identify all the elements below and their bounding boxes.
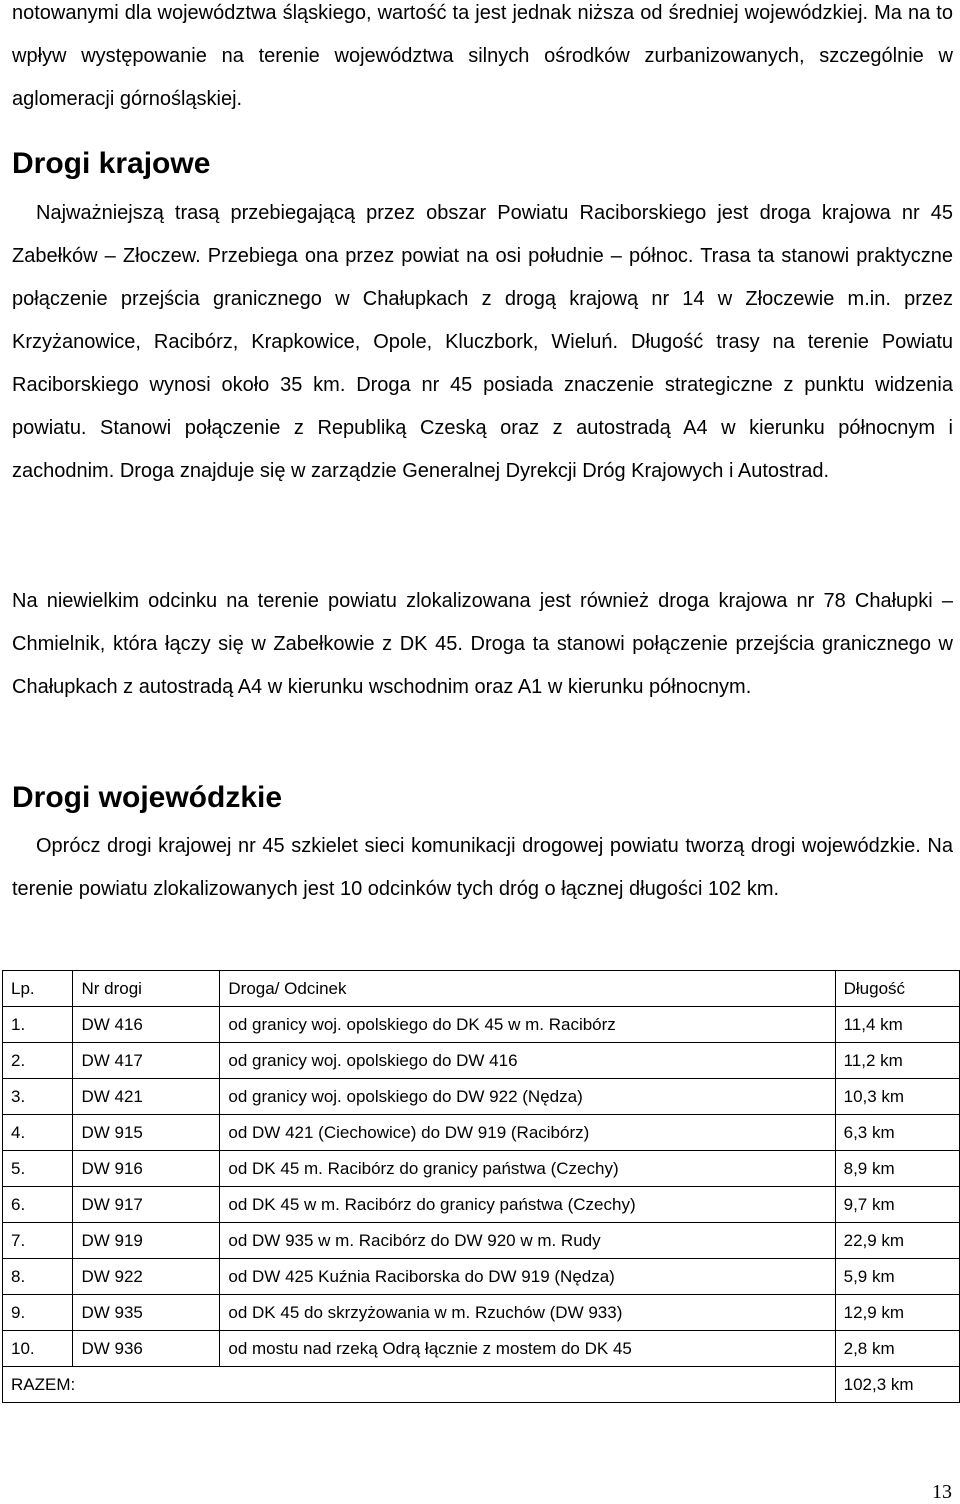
cell-nr-drogi: DW 416 [73,1007,220,1043]
table-row [3,1223,960,1259]
cell-nr-drogi: DW 917 [73,1187,220,1223]
cell-droga-odcinek: od DK 45 w m. Racibórz do granicy państwa (Czechy) [220,1187,835,1223]
cell-dlugosc: 12,9 km [835,1295,959,1331]
table-row [3,1043,960,1079]
cell-droga-odcinek: od DK 45 m. Racibórz do granicy państwa (Czechy) [220,1151,835,1187]
intro-paragraph: notowanymi dla województwa śląskiego, wartość ta jest jednak niższa od średniej wojewódzkiej. Ma na to wpływ występowanie na terenie województwa silnych ośrodków zurbanizowanych, szczególnie w aglomeracji górnośląskiej. [12,2,953,110]
cell-droga-odcinek: od granicy woj. opolskiego do DW 416 [220,1043,835,1079]
cell-nr-drogi: DW 421 [73,1079,220,1115]
cell-dlugosc: 6,3 km [835,1115,959,1151]
cell-lp: 6. [3,1187,73,1223]
table-row [3,1295,960,1331]
cell-dlugosc: 5,9 km [835,1259,959,1295]
cell-nr-drogi: DW 915 [73,1115,220,1151]
cell-nr-drogi: DW 417 [73,1043,220,1079]
cell-lp: 5. [3,1151,73,1187]
cell-nr-drogi: DW 922 [73,1259,220,1295]
cell-droga-odcinek: od mostu nad rzeką Odrą łącznie z mostem do DK 45 [220,1331,835,1367]
cell-lp: 10. [3,1331,73,1367]
table-row [3,1187,960,1223]
cell-lp: 1. [3,1007,73,1043]
table-row [3,1115,960,1151]
cell-dlugosc: 8,9 km [835,1151,959,1187]
cell-lp: 8. [3,1259,73,1295]
total-value: 102,3 km [835,1367,959,1403]
cell-droga-odcinek: od DW 425 Kuźnia Raciborska do DW 919 (Nędza) [220,1259,835,1295]
cell-lp: 4. [3,1115,73,1151]
cell-dlugosc: 9,7 km [835,1187,959,1223]
cell-lp: 7. [3,1223,73,1259]
header-nr-drogi: Nr drogi [73,971,220,1007]
cell-droga-odcinek: od granicy woj. opolskiego do DK 45 w m. Racibórz [220,1007,835,1043]
cell-nr-drogi: DW 936 [73,1331,220,1367]
cell-droga-odcinek: od DW 935 w m. Racibórz do DW 920 w m. Rudy [220,1223,835,1259]
table-row [3,1079,960,1115]
heading-drogi-wojewodzkie: Drogi wojewódzkie [12,781,283,814]
heading-drogi-krajowe: Drogi krajowe [12,147,211,180]
cell-nr-drogi: DW 919 [73,1223,220,1259]
cell-nr-drogi: DW 935 [73,1295,220,1331]
cell-lp: 9. [3,1295,73,1331]
table-row [3,1259,960,1295]
total-label: RAZEM: [3,1367,836,1403]
paragraph-drogi-krajowe-1: Najważniejszą trasą przebiegającą przez obszar Powiatu Raciborskiego jest droga krajowa nr 45 Zabełków – Złoczew. Przebiega ona przez powiat na osi południe – północ. Trasa ta stanowi praktyczne połączenie przejścia granicznego w Chałupkach z drogą krajową nr 14 w Złoczewie m.in. przez Krzyżanowice, Racibórz, Krapkowice, Opole, Kluczbork, Wieluń. Długość trasy na terenie Powiatu Raciborskiego wynosi około 35 km. Droga nr 45 posiada znaczenie strategiczne z punktu widzenia powiatu. Stanowi połączenie z Republiką Czeską oraz z autostradą A4 w kierunku północnym i zachodnim. Droga znajduje się w zarządzie Generalnej Dyrekcji Dróg Krajowych i Autostrad. [12,202,953,482]
table-total-row [3,1367,960,1403]
roads-table [2,970,960,1403]
cell-dlugosc: 10,3 km [835,1079,959,1115]
header-dlugosc: Długość [835,971,959,1007]
table-row [3,1331,960,1367]
cell-dlugosc: 11,4 km [835,1007,959,1043]
cell-droga-odcinek: od DW 421 (Ciechowice) do DW 919 (Racibórz) [220,1115,835,1151]
cell-droga-odcinek: od DK 45 do skrzyżowania w m. Rzuchów (DW 933) [220,1295,835,1331]
cell-droga-odcinek: od granicy woj. opolskiego do DW 922 (Nędza) [220,1079,835,1115]
table-header-row [3,971,960,1007]
cell-lp: 3. [3,1079,73,1115]
cell-dlugosc: 22,9 km [835,1223,959,1259]
page-number: 13 [932,1481,952,1503]
cell-lp: 2. [3,1043,73,1079]
table-row [3,1007,960,1043]
header-droga-odcinek: Droga/ Odcinek [220,971,835,1007]
header-lp: Lp. [3,971,73,1007]
cell-dlugosc: 2,8 km [835,1331,959,1367]
paragraph-drogi-krajowe-2: Na niewielkim odcinku na terenie powiatu zlokalizowana jest również droga krajowa nr 78 Chałupki – Chmielnik, która łączy się w Zabełkowie z DK 45. Droga ta stanowi połączenie przejścia granicznego w Chałupkach z autostradą A4 w kierunku wschodnim oraz A1 w kierunku północnym. [12,590,953,698]
table-row [3,1151,960,1187]
cell-nr-drogi: DW 916 [73,1151,220,1187]
paragraph-drogi-wojewodzkie: Oprócz drogi krajowej nr 45 szkielet sieci komunikacji drogowej powiatu tworzą drogi wojewódzkie. Na terenie powiatu zlokalizowanych jest 10 odcinków tych dróg o łącznej długości 102 km. [12,835,953,900]
cell-dlugosc: 11,2 km [835,1043,959,1079]
